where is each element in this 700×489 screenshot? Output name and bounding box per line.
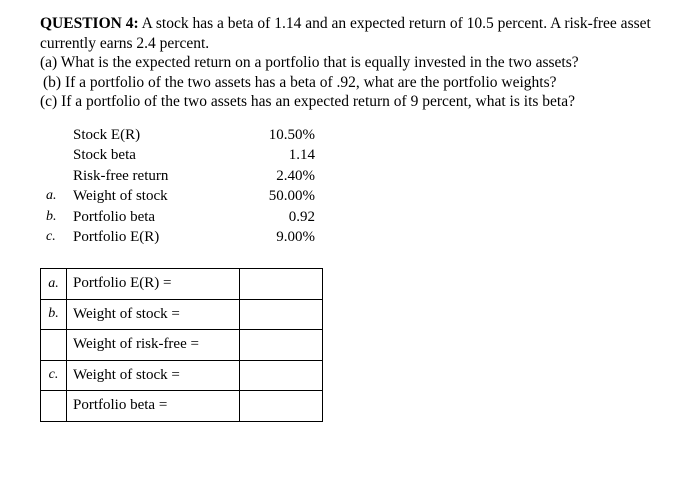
answer-input-cell[interactable] bbox=[240, 391, 323, 422]
question-part-c: (c) If a portfolio of the two assets has an expected return of 9 percent, what is its beta? bbox=[40, 93, 575, 110]
answer-row bbox=[41, 391, 323, 422]
given-value: 10.50% bbox=[268, 127, 315, 143]
given-row bbox=[40, 227, 330, 247]
answer-marker: c. bbox=[41, 360, 67, 391]
answer-row bbox=[41, 299, 323, 330]
given-value: 0.92 bbox=[288, 208, 315, 225]
given-data-list bbox=[40, 125, 330, 247]
answer-row bbox=[41, 360, 323, 391]
question-intro bbox=[40, 14, 680, 53]
answer-label: Portfolio E(R) = bbox=[67, 269, 240, 300]
answer-label: Portfolio beta = bbox=[67, 391, 240, 422]
answer-label: Weight of stock = bbox=[67, 360, 240, 391]
given-label: Weight of stock bbox=[73, 188, 168, 205]
given-label: Stock E(R) bbox=[73, 127, 141, 143]
given-marker: a. bbox=[46, 188, 57, 204]
answer-input-cell[interactable] bbox=[240, 269, 323, 300]
given-label: Risk-free return bbox=[73, 167, 169, 184]
given-row bbox=[40, 207, 330, 227]
answer-label: Weight of stock = bbox=[67, 299, 240, 330]
given-value: 9.00% bbox=[276, 228, 315, 245]
given-marker: b. bbox=[46, 208, 57, 224]
given-row bbox=[40, 166, 330, 186]
answer-row bbox=[41, 330, 323, 361]
answer-input-cell[interactable] bbox=[240, 299, 323, 330]
question-intro-text: A stock has a beta of 1.14 and an expected return of 10.5 percent. A risk-free asset currently earns 2.4 percent. bbox=[40, 15, 651, 52]
given-row bbox=[40, 186, 330, 206]
question-heading: QUESTION 4: bbox=[40, 15, 139, 32]
answer-input-cell[interactable] bbox=[240, 330, 323, 361]
answer-marker: b. bbox=[41, 299, 67, 330]
answer-input-cell[interactable] bbox=[240, 360, 323, 391]
answer-label: Weight of risk-free = bbox=[67, 330, 240, 361]
answer-marker: a. bbox=[41, 269, 67, 300]
answer-marker bbox=[41, 330, 67, 361]
given-label: Portfolio E(R) bbox=[73, 228, 160, 245]
given-row bbox=[40, 145, 330, 165]
given-row bbox=[40, 125, 330, 145]
given-value: 1.14 bbox=[288, 147, 315, 164]
answer-row bbox=[41, 269, 323, 300]
given-value: 2.40% bbox=[276, 167, 315, 184]
answer-marker bbox=[41, 391, 67, 422]
given-label: Stock beta bbox=[73, 147, 136, 164]
answer-table bbox=[40, 268, 323, 422]
given-marker: c. bbox=[46, 228, 56, 244]
question-part-b: (b) If a portfolio of the two assets has a beta of .92, what are the portfolio weights? bbox=[43, 73, 557, 91]
given-label: Portfolio beta bbox=[73, 208, 156, 225]
question-text bbox=[40, 14, 680, 112]
given-value: 50.00% bbox=[268, 188, 315, 205]
question-part-a: (a) What is the expected return on a portfolio that is equally invested in the two assets? bbox=[40, 54, 579, 71]
